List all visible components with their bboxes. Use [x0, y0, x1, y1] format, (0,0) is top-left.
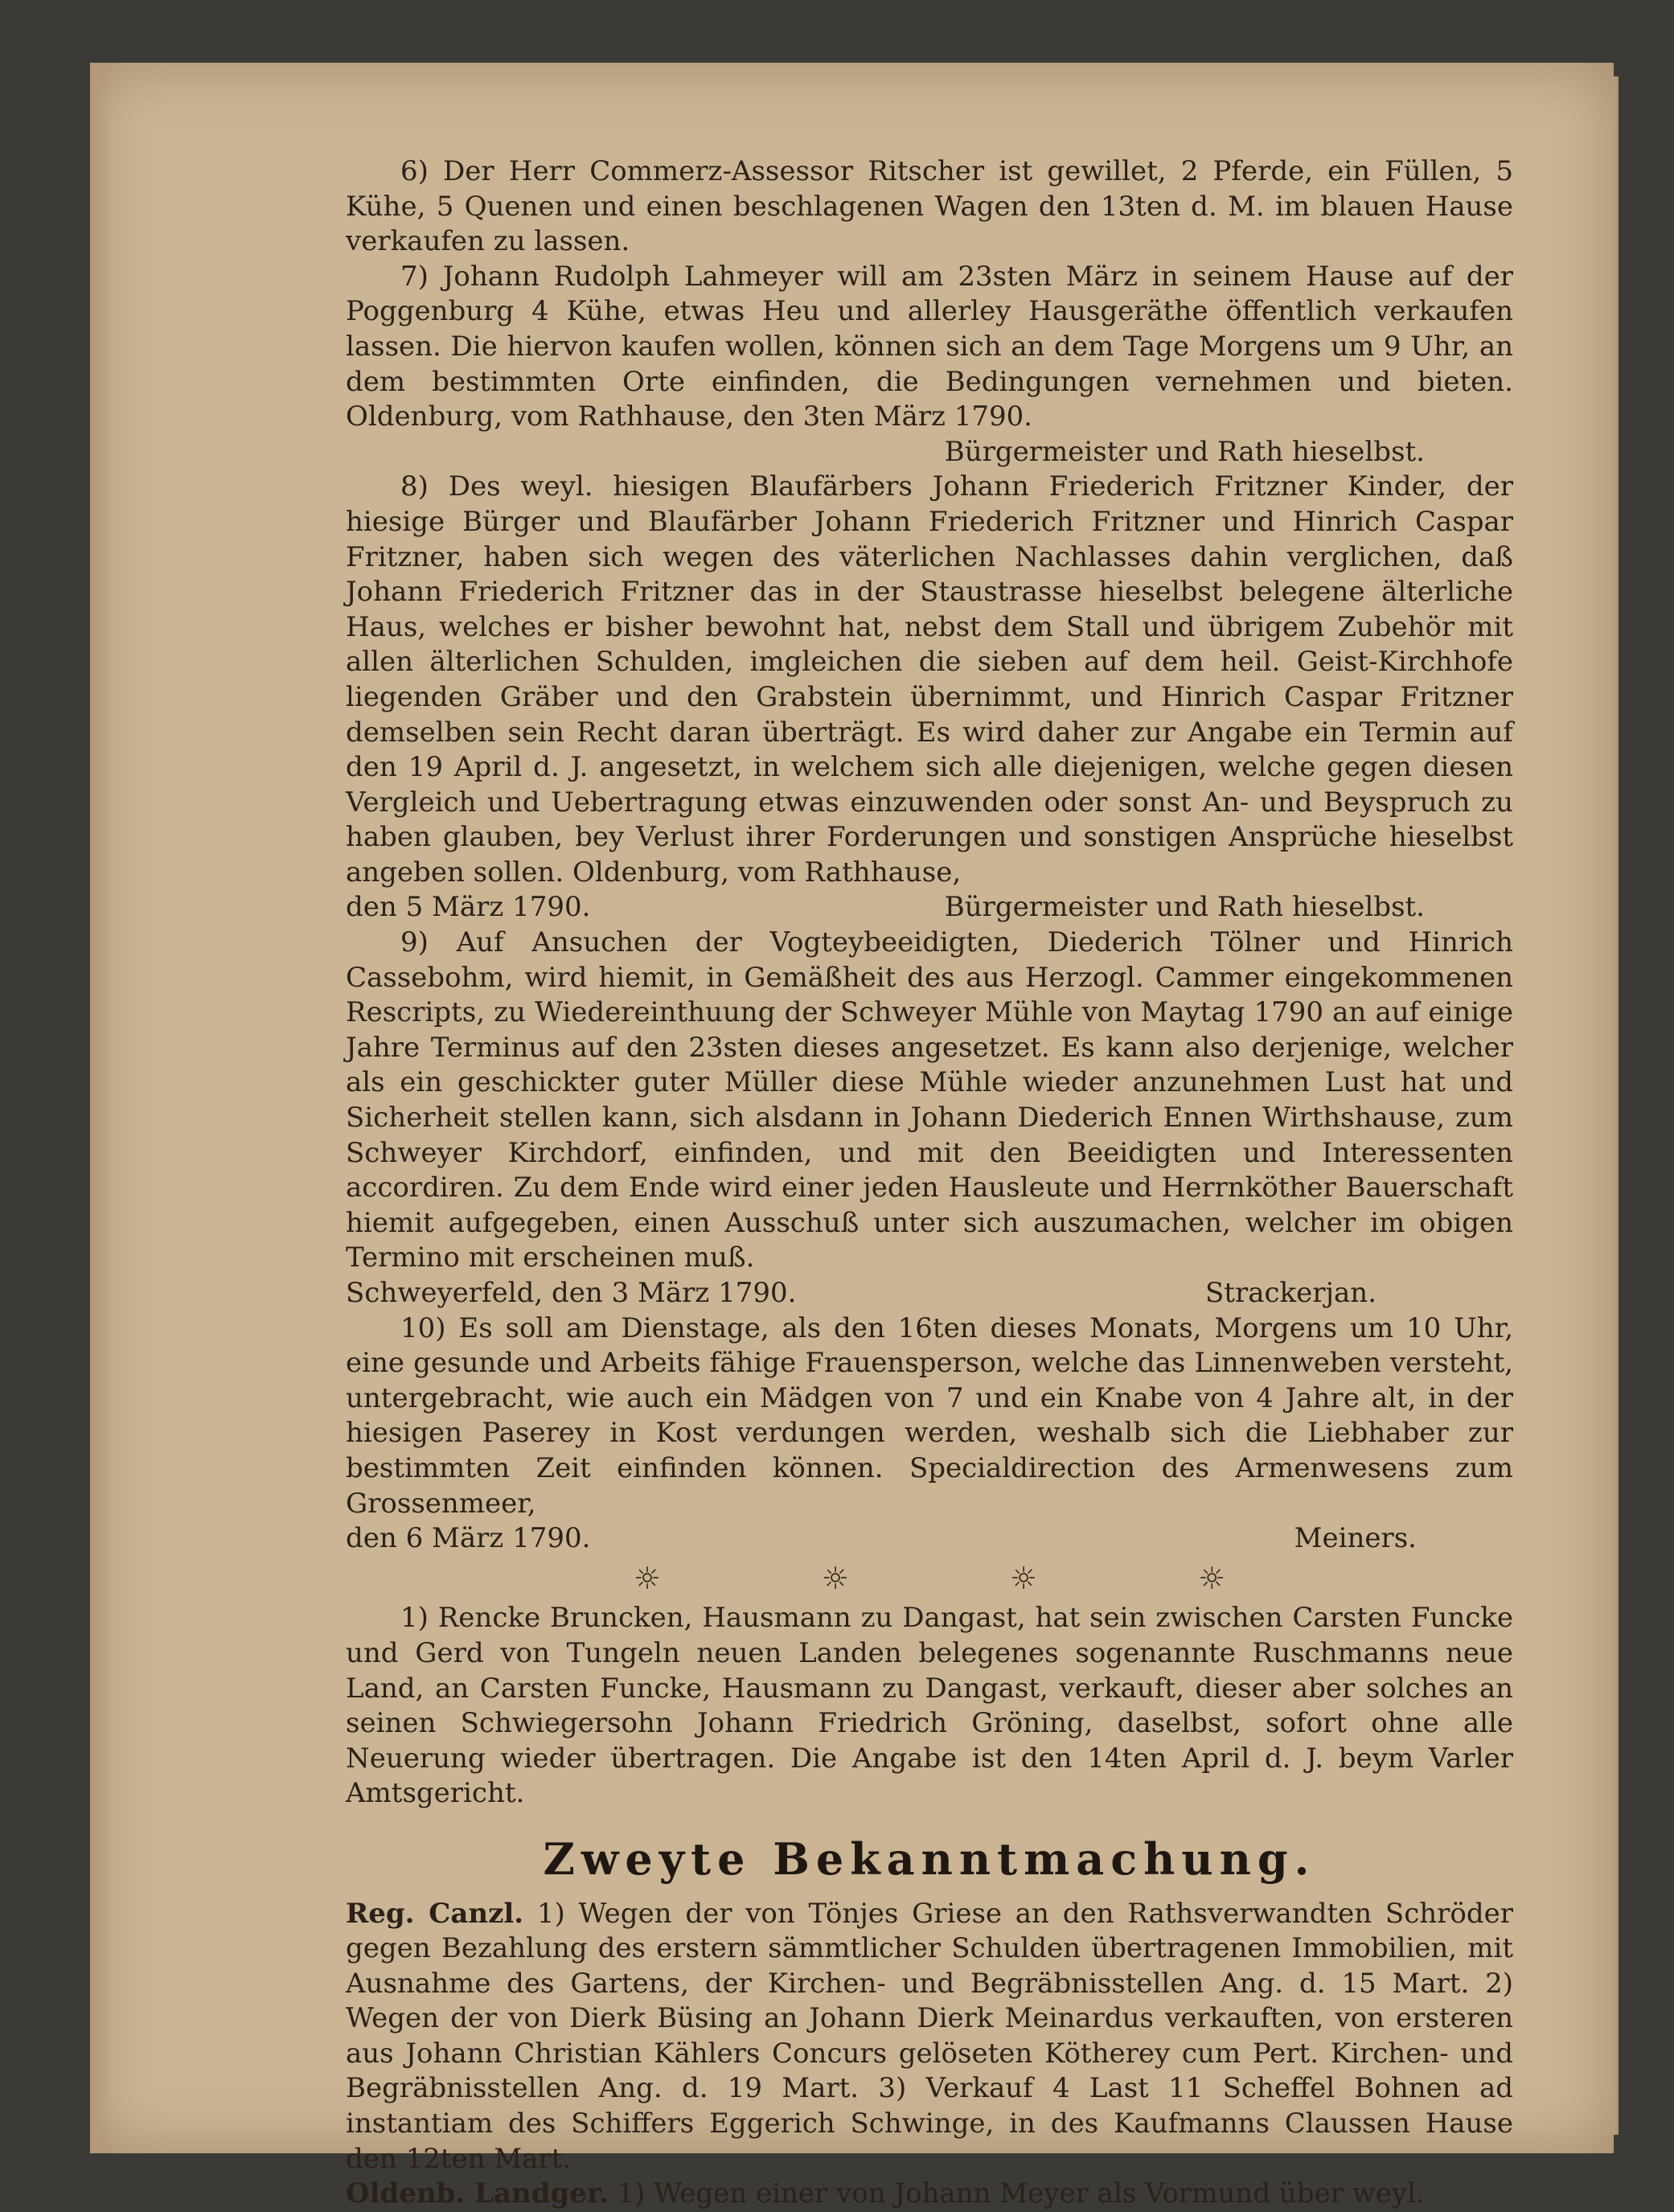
final-lead-1: Reg. Canzl.: [346, 1897, 524, 1930]
notice-10-signature: Meiners.: [1294, 1522, 1417, 1555]
notice-8-date: den 5 März 1790.: [346, 891, 591, 924]
notice-b1: 1) Rencke Bruncken, Hausmann zu Dangast, hat sein zwischen Carsten Funcke und Gerd von Tungeln neuen Landen belegenes sogenannte Ruschmanns neue Land, an Carsten Funcke, Hausmann zu Dangast, verkauft, dieser aber solches an seinen Schwiegersohn Johann Friedrich Gröning, daselbst, sofort ohne alle Neuerung wieder übertragen. Die Angabe ist den 14ten April d. J. beym Varler Amtsgericht.: [346, 1602, 1513, 1810]
notice-8-signature: Bürgermeister und Rath hieselbst.: [944, 891, 1425, 924]
final-text-2: 1) Wegen einer von Johann Meyer als Vormund über weyl.: [617, 2177, 1425, 2210]
notice-10-date: den 6 März 1790.: [346, 1522, 591, 1555]
sun-ornament-icon: ☼: [821, 1560, 849, 1596]
signature-7: Bürgermeister und Rath hieselbst.: [944, 435, 1425, 468]
notice-9-date: Schweyerfeld, den 3 März 1790.: [346, 1277, 797, 1309]
page-fold-shadow: [90, 63, 111, 2153]
notice-9-signature: Strackerjan.: [1204, 1277, 1377, 1309]
notice-7: 7) Johann Rudolph Lahmeyer will am 23sten März in seinem Hause auf der Poggenburg 4 Kühe, etwas Heu und allerley Hausgeräthe öffentlich verkaufen lassen. Die hiervon kaufen wollen, können sich an dem Tage Morgens um 9 Uhr, an dem bestimmten Orte einfinden, die Bedingungen vernehmen und bieten. Oldenburg, vom Rathhause, den 3ten März 1790.: [346, 260, 1513, 433]
notice-6: 6) Der Herr Commerz-Assessor Ritscher ist gewillet, 2 Pferde, ein Füllen, 5 Kühe, 5 Quenen und einen beschlagenen Wagen den 13ten d. M. im blauen Hause verkaufen zu lassen.: [346, 155, 1513, 258]
sun-ornament-icon: ☼: [633, 1560, 661, 1596]
notice-9-closing: [346, 1276, 1513, 1311]
final-notice-2: [346, 2177, 1513, 2212]
notice-10-closing: [346, 1521, 1513, 1557]
final-lead-2: Oldenb. Landger.: [346, 2177, 609, 2210]
notice-8: 8) Des weyl. hiesigen Blaufärbers Johann Friederich Fritzner Kinder, der hiesige Bürger und Blaufärber Johann Friederich Fritzner und Hinrich Caspar Fritzner, haben sich wegen des väterlichen Nachlasses dahin verglichen, daß Johann Friederich Fritzner das in der Staustrasse hieselbst belegene älterliche Haus, welches er bisher bewohnt hat, nebst dem Stall und übrigem Zubehör mit allen älterlichen Schulden, imgleichen die sieben auf dem heil. Geist-Kirchhofe liegenden Gräber und den Grabstein übernimmt, und Hinrich Caspar Fritzner demselben sein Recht daran überträgt. Es wird daher zur Angabe ein Termin auf den 19 April d. J. angesetzt, in welchem sich alle diejenigen, welche gegen diesen Vergleich und Uebertragung etwas einzuwenden oder sonst An- und Beyspruch zu haben glauben, bey Verlust ihrer Forderungen und sonstigen Ansprüche hieselbst angeben sollen. Oldenburg, vom Rathhause,: [346, 470, 1513, 888]
sun-ornament-icon: ☼: [1198, 1560, 1226, 1596]
final-text-1: 1) Wegen der von Tönjes Griese an den Rathsverwandten Schröder gegen Bezahlung des erstern sämmtlicher Schulden übertragenen Immobilien, mit Ausnahme des Gartens, der Kirchen- und Begräbnisstellen Ang. d. 15 Mart. 2) Wegen der von Dierk Büsing an Johann Dierk Meinardus verkauften, von ersteren aus Johann Christian Kählers Concurs gelöseten Kötherey cum Pert. Kirchen- und Begräbnisstellen Ang. d. 19 Mart. 3) Verkauf 4 Last 11 Scheffel Bohnen ad instantiam des Schiffers Eggerich Schwinge, in des Kaufmanns Claussen Hause den 12ten Mart.: [346, 1897, 1513, 2175]
notice-8-closing: [346, 890, 1513, 925]
final-notice-1: [346, 1897, 1513, 2177]
document-text: [346, 154, 1513, 2212]
section-heading: Zweyte Bekanntmachung.: [543, 1832, 1316, 1885]
section-separator: [346, 1562, 1513, 1597]
notice-10: 10) Es soll am Dienstage, als den 16ten dieses Monats, Morgens um 10 Uhr, eine gesunde und Arbeits fähige Frauensperson, welche das Linnenweben versteht, untergebracht, wie auch ein Mädgen von 7 und ein Knabe von 4 Jahre alt, in der hiesigen Paserey in Kost verdungen werden, weshalb sich die Liebhaber zur bestimmten Zeit einfinden können. Specialdirection des Armenwesens zum Grossenmeer,: [346, 1311, 1513, 1520]
notice-9: 9) Auf Ansuchen der Vogteybeeidigten, Diederich Tölner und Hinrich Cassebohm, wird hiemit, in Gemäßheit des aus Herzogl. Cammer eingekommenen Rescripts, zu Wiedereinthuung der Schweyer Mühle von Maytag 1790 an auf einige Jahre Terminus auf den 23sten dieses angesetzet. Es kann also derjenige, welcher als ein geschickter guter Müller diese Mühle wieder anzunehmen Lust hat und Sicherheit stellen kann, sich alsdann in Johann Diederich Ennen Wirthshause, zum Schweyer Kirchdorf, einfinden, und mit den Beeidigten und Interessenten accordiren. Zu dem Ende wird einer jeden Hausleute und Herrnköther Bauerschaft hiemit aufgegeben, einen Ausschuß unter sich auszumachen, welcher im obigen Termino mit erscheinen muß.: [346, 926, 1513, 1274]
sun-ornament-icon: ☼: [1010, 1560, 1038, 1596]
